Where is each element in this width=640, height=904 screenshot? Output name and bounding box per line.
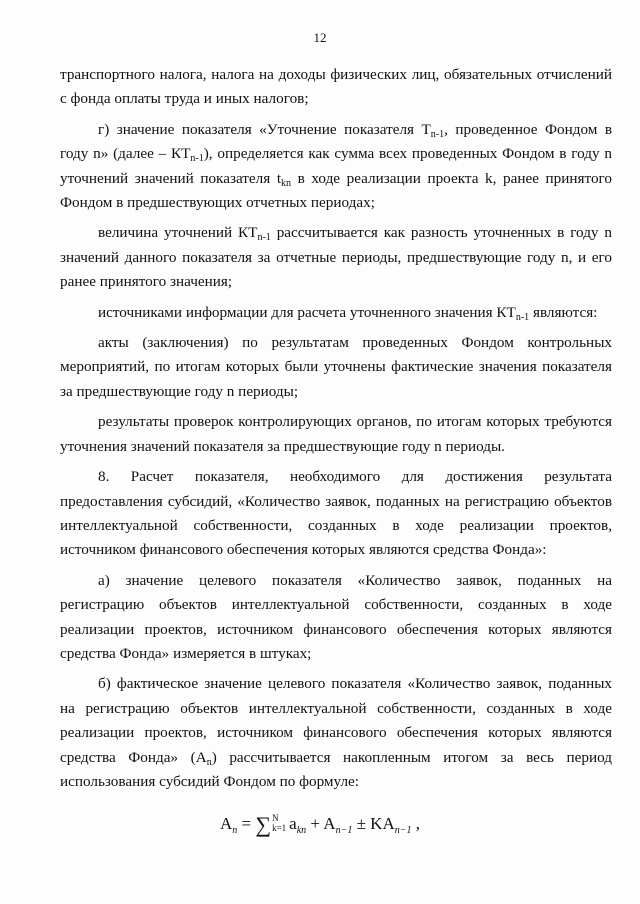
formula-sum-lower: k=1	[272, 823, 287, 834]
paragraph-a	[60, 569, 612, 667]
paragraph-b-text-a: б) фактическое значение целевого показателя «Количество заявок, поданных на регистрацию объектов интеллектуальной собственности, созданных в ходе реализации проектов, источником финансового обеспечения которых являются средства Фонда» (А	[60, 675, 612, 766]
formula-term-a: a	[289, 814, 297, 833]
document-body	[60, 63, 612, 794]
formula-term-prev-subscript: n−1	[335, 825, 353, 836]
formula-lhs: A	[220, 814, 233, 833]
paragraph-sources	[60, 301, 612, 325]
subscript: n-1	[430, 128, 445, 140]
paragraph-sources-text-b: являются:	[529, 303, 598, 321]
paragraph-section-8	[60, 465, 612, 563]
paragraph-magnitude	[60, 221, 612, 294]
subscript: n-1	[257, 232, 271, 244]
paragraph-magnitude-text-a: величина уточнений КТ	[98, 224, 258, 242]
formula-sum-symbol: ∑	[255, 812, 272, 837]
subscript: n-1	[190, 153, 204, 165]
subscript: kn	[281, 177, 292, 189]
subscript: n-1	[515, 311, 530, 323]
paragraph-1	[60, 63, 612, 112]
formula-sum-limits	[272, 813, 286, 833]
paragraph-g-text-d: в ходе реализации проекта k, ранее принятого Фондом в предшествующих отчетных периодах;	[60, 169, 612, 212]
formula-term-prev: + A	[306, 814, 336, 833]
paragraph-g	[60, 118, 612, 216]
paragraph-acts	[60, 331, 612, 404]
formula-equals: =	[237, 814, 256, 833]
paragraph-section-8-text: 8. Расчет показателя, необходимого для достижения результата предоставления субсидий, «Количество заявок, поданных на регистрацию объектов интеллектуальной собственности, созданных в ходе реализации проектов, источником финансового обеспечения которых являются средства Фонда»:	[60, 468, 612, 559]
paragraph-acts-text: акты (заключения) по результатам проведенных Фондом контрольных мероприятий, по итогам которых были уточнены фактические значения показателя за предшествующие году n периоды;	[60, 334, 612, 400]
paragraph-g-text-b: , проведенное Фондом в году n» (далее – КТ	[60, 120, 612, 163]
paragraph-magnitude-text-b: рассчитывается как разность уточненных в году n значений данного показателя за отчетные периоды, предшествующие году n, и его ранее принятого значения;	[60, 224, 612, 291]
formula-lhs-subscript: n	[232, 825, 238, 836]
paragraph-sources-text-a: источниками информации для расчета уточненного значения КТ	[98, 303, 516, 321]
paragraph-a-text: а) значение целевого показателя «Количество заявок, поданных на регистрацию объектов интеллектуальной собственности, созданных в ходе реализации проектов, источником финансового обеспечения которых являются средства Фонда» измеряется в штуках;	[60, 571, 612, 662]
subscript: n	[206, 756, 212, 768]
paragraph-inspections	[60, 410, 612, 459]
paragraph-1-text: транспортного налога, налога на доходы физических лиц, обязательных отчислений с фонда оплаты труда и иных налогов;	[60, 66, 612, 108]
formula-sum-upper: N	[272, 813, 279, 824]
paragraph-inspections-text: результаты проверок контролирующих органов, по итогам которых требуются уточнения значений показателя за предшествующие году n периоды.	[60, 413, 612, 455]
paragraph-b	[60, 672, 612, 794]
formula	[0, 812, 640, 838]
paragraph-b-text-b: ) рассчитывается накопленным итогом за весь период использования субсидий Фондом по формуле:	[60, 748, 612, 790]
formula-term-ka-subscript: n−1	[394, 825, 412, 836]
formula-term-a-subscript: kn	[296, 825, 307, 836]
paragraph-g-text-a: г) значение показателя «Уточнение показателя Т	[98, 120, 431, 138]
paragraph-g-text-c: ), определяется как сумма всех проведенных Фондом в году n уточнений значений показателя t	[60, 145, 612, 187]
page-number: 12	[313, 30, 327, 45]
formula-comma: ,	[411, 814, 420, 833]
formula-term-ka: ± KA	[352, 814, 395, 833]
